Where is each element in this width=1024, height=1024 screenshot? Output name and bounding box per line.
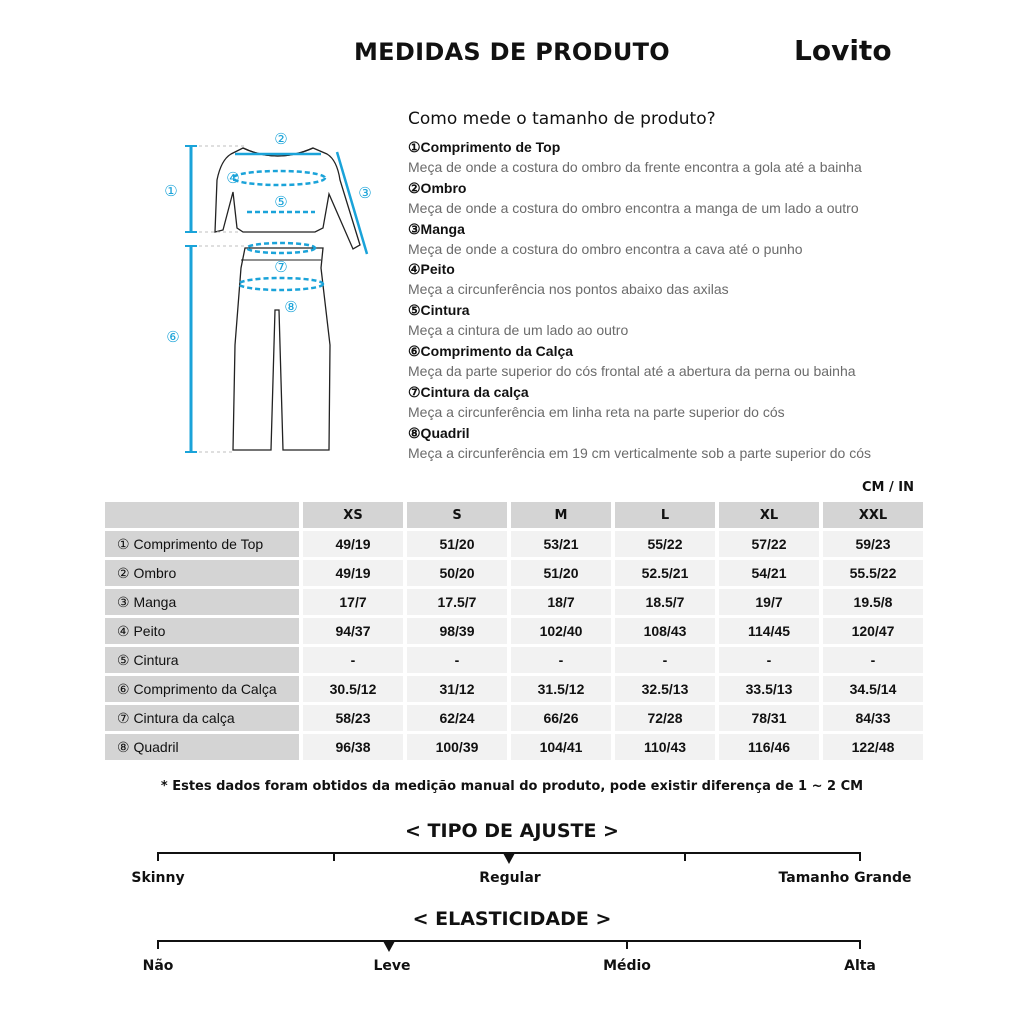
table-row	[105, 647, 927, 673]
table-row	[105, 734, 927, 760]
guide-item-desc: Meça a circunferência em 19 cm verticalmente sob a parte superior do cós	[408, 444, 871, 461]
row-label: ③ Manga	[105, 589, 299, 615]
guide-item	[408, 138, 968, 179]
size-value-cell: 19/7	[719, 589, 819, 615]
size-value-cell: 116/46	[719, 734, 819, 760]
size-value-cell: 108/43	[615, 618, 715, 644]
elasticity-scale-tick	[626, 940, 628, 949]
size-value-cell: 55/22	[615, 531, 715, 557]
guide-item	[408, 260, 968, 301]
brand-logo: Lovito	[794, 34, 892, 67]
guide-item-name: ⑦Cintura da calça	[408, 383, 529, 400]
size-header: L	[615, 502, 715, 528]
guide-item-desc: Meça a circunferência em linha reta na parte superior do cós	[408, 403, 785, 420]
size-value-cell: 110/43	[615, 734, 715, 760]
size-value-cell: 18/7	[511, 589, 611, 615]
size-value-cell: 53/21	[511, 531, 611, 557]
guide-item-desc: Meça de onde a costura do ombro da frente encontra a gola até a bainha	[408, 159, 862, 175]
size-header: XL	[719, 502, 819, 528]
table-header-row	[105, 502, 927, 528]
size-value-cell: 51/20	[511, 560, 611, 586]
callout-1: ①	[164, 182, 178, 200]
callout-5: ⑤	[274, 193, 288, 211]
table-row	[105, 560, 927, 586]
size-header: S	[407, 502, 507, 528]
row-label: ⑤ Cintura	[105, 647, 299, 673]
elasticity-scale-title: < ELASTICIDADE >	[412, 908, 612, 930]
size-value-cell: -	[823, 647, 923, 673]
fit-label-oversize: Tamanho Grande	[778, 870, 912, 886]
guide-item-name: ④Peito	[408, 261, 455, 278]
size-value-cell: -	[511, 647, 611, 673]
row-label: ⑧ Quadril	[105, 734, 299, 760]
size-value-cell: 49/19	[303, 560, 403, 586]
size-value-cell: 102/40	[511, 618, 611, 644]
fit-scale-tick	[157, 852, 159, 861]
size-value-cell: 17.5/7	[407, 589, 507, 615]
row-label: ① Comprimento de Top	[105, 531, 299, 557]
guide-item-name: ③Manga	[408, 220, 465, 237]
guide-item-desc: Meça a cintura de um lado ao outro	[408, 322, 629, 339]
size-value-cell: 58/23	[303, 705, 403, 731]
size-value-cell: 19.5/8	[823, 589, 923, 615]
fit-scale-marker	[503, 853, 515, 864]
elasticity-label-high: Alta	[844, 958, 876, 974]
fit-label-regular: Regular	[479, 870, 541, 886]
elasticity-scale-tick	[157, 940, 159, 949]
table-row	[105, 705, 927, 731]
size-header: XS	[303, 502, 403, 528]
elasticity-label-light: Leve	[373, 958, 411, 974]
guide-item-name: ⑤Cintura	[408, 302, 470, 319]
guide-item-desc: Meça da parte superior do cós frontal até a abertura da perna ou bainha	[408, 362, 856, 379]
fit-scale-tick	[859, 852, 861, 861]
size-value-cell: 51/20	[407, 531, 507, 557]
size-value-cell: 122/48	[823, 734, 923, 760]
elasticity-scale-line	[157, 940, 861, 942]
size-header: XXL	[823, 502, 923, 528]
size-value-cell: 31/12	[407, 676, 507, 702]
guide-item	[408, 301, 968, 342]
guide-item-name: ⑥Comprimento da Calça	[408, 342, 574, 359]
guide-item-desc: Meça de onde a costura do ombro encontra a manga de um lado a outro	[408, 199, 859, 216]
table-row	[105, 589, 927, 615]
page-title: MEDIDAS DE PRODUTO	[354, 38, 670, 66]
table-corner-cell	[105, 502, 299, 528]
size-value-cell: 18.5/7	[615, 589, 715, 615]
guide-item	[408, 342, 968, 383]
size-value-cell: 114/45	[719, 618, 819, 644]
size-value-cell: -	[719, 647, 819, 673]
callout-3: ③	[358, 184, 372, 202]
guide-item-desc: Meça a circunferência nos pontos abaixo das axilas	[408, 281, 729, 298]
size-value-cell: 55.5/22	[823, 560, 923, 586]
row-label: ⑦ Cintura da calça	[105, 705, 299, 731]
guide-item	[408, 220, 968, 261]
size-value-cell: 94/37	[303, 618, 403, 644]
size-value-cell: 78/31	[719, 705, 819, 731]
size-value-cell: 49/19	[303, 531, 403, 557]
elasticity-scale-marker	[383, 941, 395, 952]
size-table	[105, 502, 927, 763]
guide-item-desc: Meça de onde a costura do ombro encontra a cava até o punho	[408, 240, 803, 257]
size-value-cell: 72/28	[615, 705, 715, 731]
fit-label-skinny: Skinny	[131, 870, 185, 886]
row-label: ② Ombro	[105, 560, 299, 586]
callout-7: ⑦	[274, 258, 288, 276]
size-value-cell: -	[303, 647, 403, 673]
size-value-cell: 100/39	[407, 734, 507, 760]
guide-item-name: ①Comprimento de Top	[408, 139, 561, 155]
size-value-cell: 62/24	[407, 705, 507, 731]
guide-item	[408, 383, 968, 424]
size-value-cell: 52.5/21	[615, 560, 715, 586]
measurement-guide-list	[408, 138, 968, 464]
measurement-guide-heading: Como mede o tamanho de produto?	[408, 109, 716, 129]
elasticity-label-none: Não	[142, 958, 174, 974]
size-value-cell: 120/47	[823, 618, 923, 644]
footnote: * Estes dados foram obtidos da medição manual do produto, pode existir diferença de 1 ~ 2 CM	[160, 779, 864, 794]
size-value-cell: 98/39	[407, 618, 507, 644]
table-row	[105, 676, 927, 702]
guide-item-name: ②Ombro	[408, 179, 467, 196]
fit-scale-tick	[333, 852, 335, 861]
table-body	[105, 531, 927, 760]
size-value-cell: 104/41	[511, 734, 611, 760]
callout-4: ④	[226, 169, 240, 187]
fit-scale-title: < TIPO DE AJUSTE >	[405, 820, 619, 842]
fit-scale-tick	[684, 852, 686, 861]
callout-2: ②	[274, 130, 288, 148]
size-value-cell: 66/26	[511, 705, 611, 731]
size-value-cell: 34.5/14	[823, 676, 923, 702]
size-value-cell: 33.5/13	[719, 676, 819, 702]
row-label: ⑥ Comprimento da Calça	[105, 676, 299, 702]
elasticity-scale-tick	[859, 940, 861, 949]
size-value-cell: -	[615, 647, 715, 673]
size-value-cell: -	[407, 647, 507, 673]
callout-6: ⑥	[166, 328, 180, 346]
size-value-cell: 31.5/12	[511, 676, 611, 702]
size-header: M	[511, 502, 611, 528]
table-row	[105, 618, 927, 644]
guide-item-name: ⑧Quadril	[408, 424, 470, 441]
table-row	[105, 531, 927, 557]
callout-8: ⑧	[284, 298, 298, 316]
elasticity-label-medium: Médio	[603, 958, 651, 974]
size-value-cell: 17/7	[303, 589, 403, 615]
size-value-cell: 96/38	[303, 734, 403, 760]
guide-item	[408, 424, 968, 465]
size-value-cell: 54/21	[719, 560, 819, 586]
size-value-cell: 57/22	[719, 531, 819, 557]
row-label: ④ Peito	[105, 618, 299, 644]
size-value-cell: 30.5/12	[303, 676, 403, 702]
size-value-cell: 59/23	[823, 531, 923, 557]
units-label: CM / IN	[862, 480, 914, 495]
garment-diagram	[155, 120, 395, 465]
guide-item	[408, 179, 968, 220]
size-value-cell: 50/20	[407, 560, 507, 586]
size-value-cell: 32.5/13	[615, 676, 715, 702]
size-value-cell: 84/33	[823, 705, 923, 731]
